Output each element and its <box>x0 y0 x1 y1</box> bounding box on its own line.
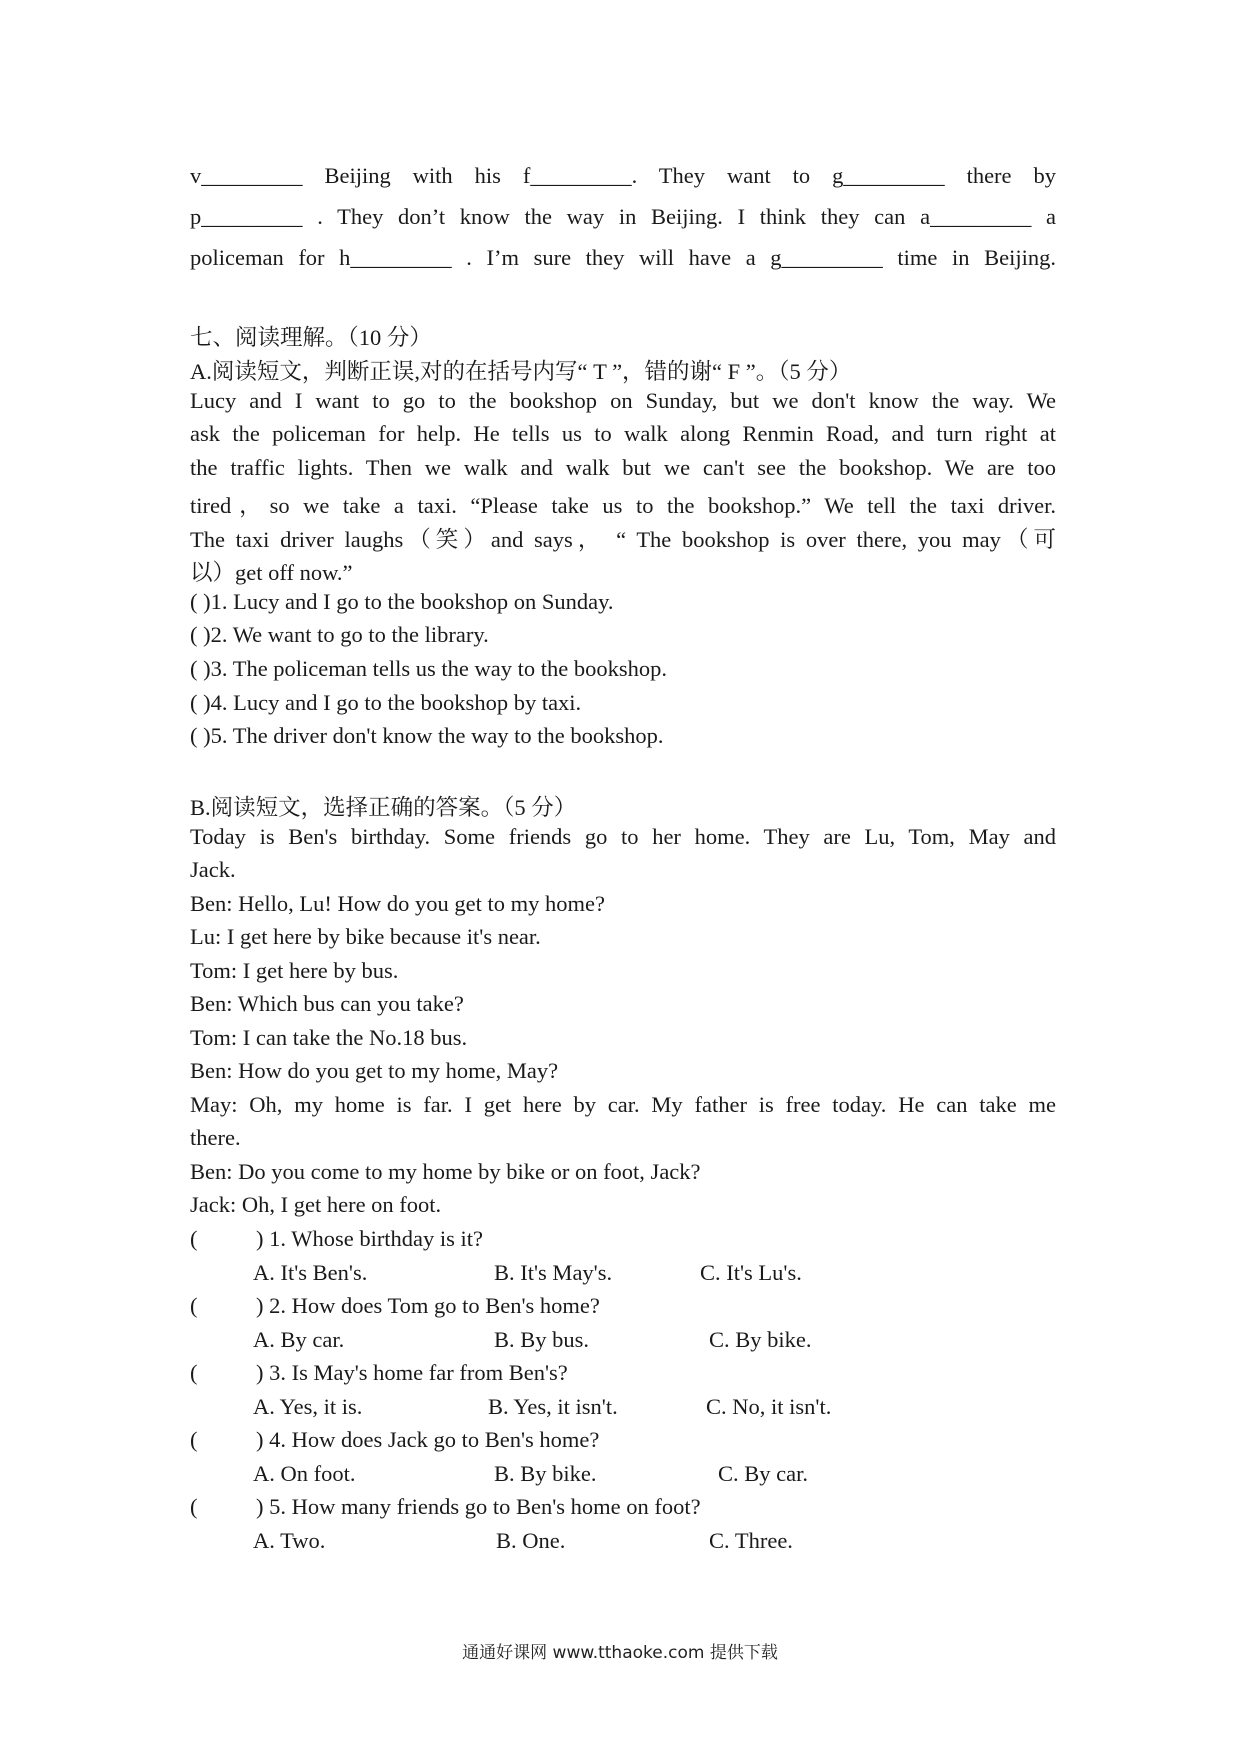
part-b-passage-line: Ben: How do you get to my home, May? <box>190 1058 559 1083</box>
option-c: C. It's Lu's. <box>700 1260 802 1285</box>
option-a: A. By car. <box>253 1327 345 1352</box>
part-b-passage-line: Jack: Oh, I get here on foot. <box>190 1192 442 1217</box>
option-a: A. Two. <box>253 1528 326 1553</box>
option-b: B. By bike. <box>494 1461 597 1486</box>
option-c: C. By bike. <box>709 1327 812 1352</box>
option-c: C. Three. <box>709 1528 793 1553</box>
option-b: B. One. <box>496 1528 566 1553</box>
part-a-passage-line: 以）get off now.” <box>190 560 353 585</box>
question-1 <box>190 1226 483 1252</box>
part-b-passage-line: May: Oh, my home is far. I get here by car. My father is free today. He can take me <box>190 1092 1056 1117</box>
part-a-statement: ( )5. The driver don't know the way to the bookshop. <box>190 723 664 748</box>
part-b-passage-line: Ben: Which bus can you take? <box>190 991 464 1016</box>
part-a-passage-line: the traffic lights. Then we walk and walk but we can't see the bookshop. We are too <box>190 455 1056 480</box>
part-a-statement: ( )3. The policeman tells us the way to the bookshop. <box>190 656 667 681</box>
cloze-line-2: p_________ . They don’t know the way in Beijing. I think they can a_________ a <box>190 204 1056 229</box>
part-a-passage-line: The taxi driver laughs（笑）and says， “ The bookshop is over there, you may（可 <box>190 527 1056 552</box>
question-text: ) 1. Whose birthday is it? <box>256 1226 484 1251</box>
option-b: B. It's May's. <box>494 1260 613 1285</box>
part-a-instruction: A.阅读短文，判断正误,对的在括号内写“ T ”，错的谢“ F ”。（5 分） <box>190 359 852 384</box>
option-b: B. Yes, it isn't. <box>488 1394 618 1419</box>
answer-bracket: ( <box>190 1360 198 1385</box>
option-c: C. No, it isn't. <box>706 1394 832 1419</box>
question-text: ) 2. How does Tom go to Ben's home? <box>256 1293 600 1318</box>
part-a-passage-line: tired，so we take a taxi. “Please take us to the bookshop.” We tell the taxi driver. <box>190 493 1056 518</box>
question-text: ) 4. How does Jack go to Ben's home? <box>256 1427 600 1452</box>
option-a: A. On foot. <box>253 1461 356 1486</box>
question-text: ) 3. Is May's home far from Ben's? <box>256 1360 568 1385</box>
option-b: B. By bus. <box>494 1327 590 1352</box>
part-b-passage-line: Lu: I get here by bike because it's near. <box>190 924 541 949</box>
part-b-passage-line: Ben: Do you come to my home by bike or on foot, Jack? <box>190 1159 701 1184</box>
answer-bracket: ( <box>190 1293 198 1318</box>
part-b-passage-line: Tom: I get here by bus. <box>190 958 399 983</box>
part-b-passage-line: Tom: I can take the No.18 bus. <box>190 1025 468 1050</box>
part-a-statement: ( )1. Lucy and I go to the bookshop on Sunday. <box>190 589 614 614</box>
part-a-statement: ( )4. Lucy and I go to the bookshop by taxi. <box>190 690 582 715</box>
part-a-passage-line: ask the policeman for help. He tells us to walk along Renmin Road, and turn right at <box>190 421 1056 446</box>
part-b-passage-line: Today is Ben's birthday. Some friends go to her home. They are Lu, Tom, May and <box>190 824 1056 849</box>
question-text: ) 5. How many friends go to Ben's home on foot? <box>256 1494 701 1519</box>
section-7-title: 七、阅读理解。（10 分） <box>190 325 432 350</box>
answer-bracket: ( <box>190 1494 198 1519</box>
part-a-statement: ( )2. We want to go to the library. <box>190 622 489 647</box>
cloze-line-3: policeman for h_________ . I’m sure they will have a g_________ time in Beijing. <box>190 245 1056 270</box>
question-2 <box>190 1293 600 1319</box>
part-a-passage-line: Lucy and I want to go to the bookshop on Sunday, but we don't know the way. We <box>190 388 1056 413</box>
answer-bracket: ( <box>190 1427 198 1452</box>
part-b-passage-line: Jack. <box>190 857 236 882</box>
answer-bracket: ( <box>190 1226 198 1251</box>
part-b-passage-line: Ben: Hello, Lu! How do you get to my home? <box>190 891 605 916</box>
page-footer: 通通好课网 www.tthaoke.com 提供下载 <box>462 1643 778 1663</box>
option-a: A. It's Ben's. <box>253 1260 368 1285</box>
option-a: A. Yes, it is. <box>253 1394 363 1419</box>
option-c: C. By car. <box>718 1461 808 1486</box>
question-3 <box>190 1360 568 1386</box>
cloze-line-1: v_________ Beijing with his f_________. They want to g_________ there by <box>190 163 1056 188</box>
question-4 <box>190 1427 599 1453</box>
part-b-passage-line: there. <box>190 1125 241 1150</box>
question-5 <box>190 1494 701 1520</box>
part-b-instruction: B.阅读短文，选择正确的答案。（5 分） <box>190 795 577 820</box>
